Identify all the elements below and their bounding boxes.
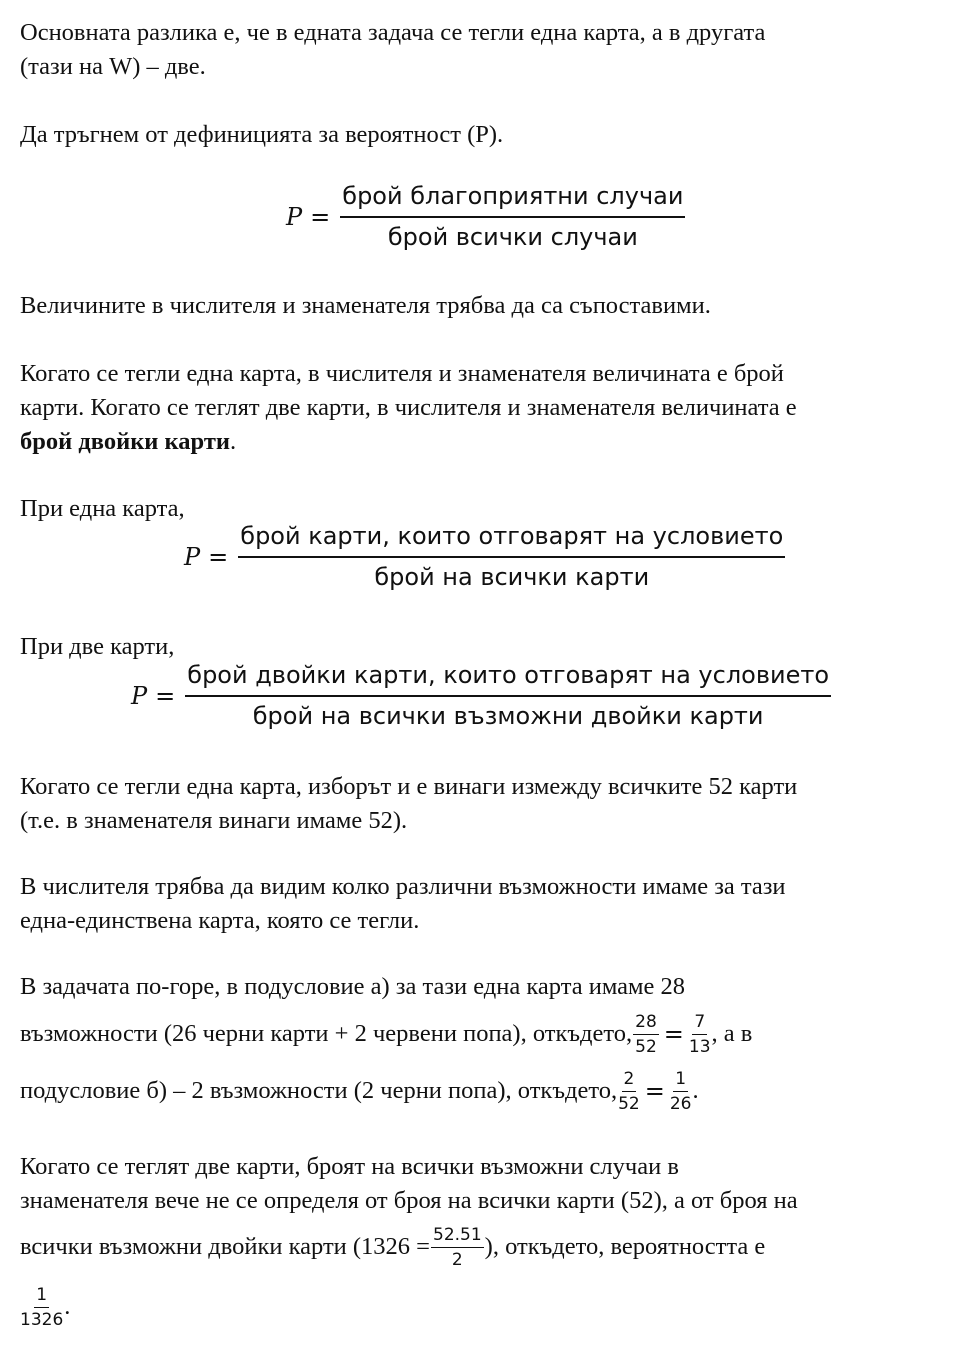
inline-fraction-2-52 <box>618 1069 640 1114</box>
text-segment: . <box>692 1077 699 1104</box>
formula-fraction <box>238 520 785 593</box>
fraction-numerator: 28 <box>633 1012 659 1035</box>
text-segment: , а в <box>711 1020 753 1047</box>
inline-fraction-7-13 <box>689 1012 711 1057</box>
bold-term: брой двойки карти <box>20 428 230 455</box>
paragraph-example-line3 <box>20 1063 960 1119</box>
text-line: Величините в числителя и знаменателя трябва да са съпоставими. <box>20 292 711 319</box>
formula-equals: = <box>310 202 331 231</box>
text-line: една-единствена карта, която се тегли. <box>20 907 420 934</box>
text-line: (т.е. в знаменателя винаги имаме 52). <box>20 807 408 834</box>
formula-equals: = <box>208 542 229 571</box>
text-line: При една карта, <box>20 495 185 522</box>
paragraph-two-card-case <box>20 1150 960 1218</box>
text-segment: ), откъдето, вероятността е <box>484 1233 766 1260</box>
text-line: Когато се тегли една карта, изборът и е винаги измежду всичките 52 карти <box>20 773 798 800</box>
text-line: Когато се тегли една карта, в числителя и знаменателя величината е брой <box>20 360 784 387</box>
formula-denominator: брой на всички възможни двойки карти <box>252 702 764 730</box>
text-line: знаменателя вече не се определя от броя на всички карти (52), а от броя на <box>20 1187 798 1214</box>
inline-fraction-5251-2 <box>431 1225 484 1270</box>
paragraph-quantities <box>20 357 960 459</box>
paragraph-example <box>20 970 960 1004</box>
fraction-denominator: 2 <box>451 1249 463 1270</box>
formula-fraction <box>340 180 685 253</box>
formula-variable: P <box>184 542 201 571</box>
text-line: (тази на W) – две. <box>20 53 206 80</box>
inline-fraction-28-52 <box>633 1012 659 1057</box>
fraction-denominator: 52 <box>635 1036 657 1057</box>
formula-numerator: брой благоприятни случаи <box>340 180 685 218</box>
fraction-numerator: 7 <box>692 1012 707 1035</box>
paragraph-52-cards <box>20 770 960 838</box>
fraction-denominator: 26 <box>669 1093 692 1114</box>
text-segment: възможности (26 черни карти + 2 червени попа), откъдето, <box>20 1020 633 1047</box>
paragraph-numerator <box>20 870 960 938</box>
paragraph-example-line2 <box>20 1006 960 1062</box>
inline-fraction-1-1326 <box>20 1285 63 1330</box>
paragraph-two-card-line3 <box>20 1218 960 1276</box>
formula-fraction <box>185 659 831 732</box>
equals-sign: = <box>663 1020 684 1048</box>
equals-sign: = <box>644 1077 665 1105</box>
formula-denominator: брой всички случаи <box>387 223 638 251</box>
fraction-numerator: 1 <box>673 1069 688 1092</box>
text-segment: подусловие б) – 2 възможности (2 черни попа), откъдето, <box>20 1077 618 1104</box>
fraction-numerator: 1 <box>34 1285 49 1308</box>
fraction-denominator: 1326 <box>20 1309 64 1330</box>
paragraph-intro <box>20 16 960 84</box>
formula-numerator: брой двойки карти, които отговарят на условието <box>185 659 831 697</box>
formula-probability-definition <box>286 180 685 253</box>
formula-variable: P <box>131 681 148 710</box>
text-line: Основната разлика е, че в едната задача се тегли една карта, а в другата <box>20 19 766 46</box>
text-line: Когато се теглят две карти, броят на всички възможни случаи в <box>20 1153 679 1180</box>
text-punct: . <box>230 428 237 455</box>
paragraph-comparable <box>20 289 960 323</box>
paragraph-definition <box>20 118 960 152</box>
fraction-denominator: 13 <box>688 1036 711 1057</box>
formula-variable: P <box>286 202 303 231</box>
text-segment: всички възможни двойки карти (1326 = <box>20 1233 430 1260</box>
text-segment: . <box>64 1293 71 1320</box>
fraction-numerator: 52.51 <box>431 1225 484 1248</box>
formula-denominator: брой на всички карти <box>374 563 650 591</box>
formula-equals: = <box>155 681 176 710</box>
text-line: карти. Когато се теглят две карти, в числителя и знаменателя величината е <box>20 394 797 421</box>
paragraph-two-card-line4 <box>20 1278 960 1336</box>
formula-two-cards <box>131 659 831 732</box>
text-line: В числителя трябва да видим колко различни възможности имаме за тази <box>20 873 786 900</box>
fraction-denominator: 52 <box>618 1093 640 1114</box>
fraction-numerator: 2 <box>622 1069 637 1092</box>
text-line: Да тръгнем от дефиницията за вероятност (P). <box>20 121 504 148</box>
formula-numerator: брой карти, които отговарят на условието <box>238 520 785 558</box>
text-line: При две карти, <box>20 633 175 660</box>
text-line: В задачата по-горе, в подусловие а) за тази една карта имаме 28 <box>20 973 686 1000</box>
inline-fraction-1-26 <box>670 1069 692 1114</box>
formula-one-card <box>184 520 785 593</box>
text-line <box>20 425 960 459</box>
